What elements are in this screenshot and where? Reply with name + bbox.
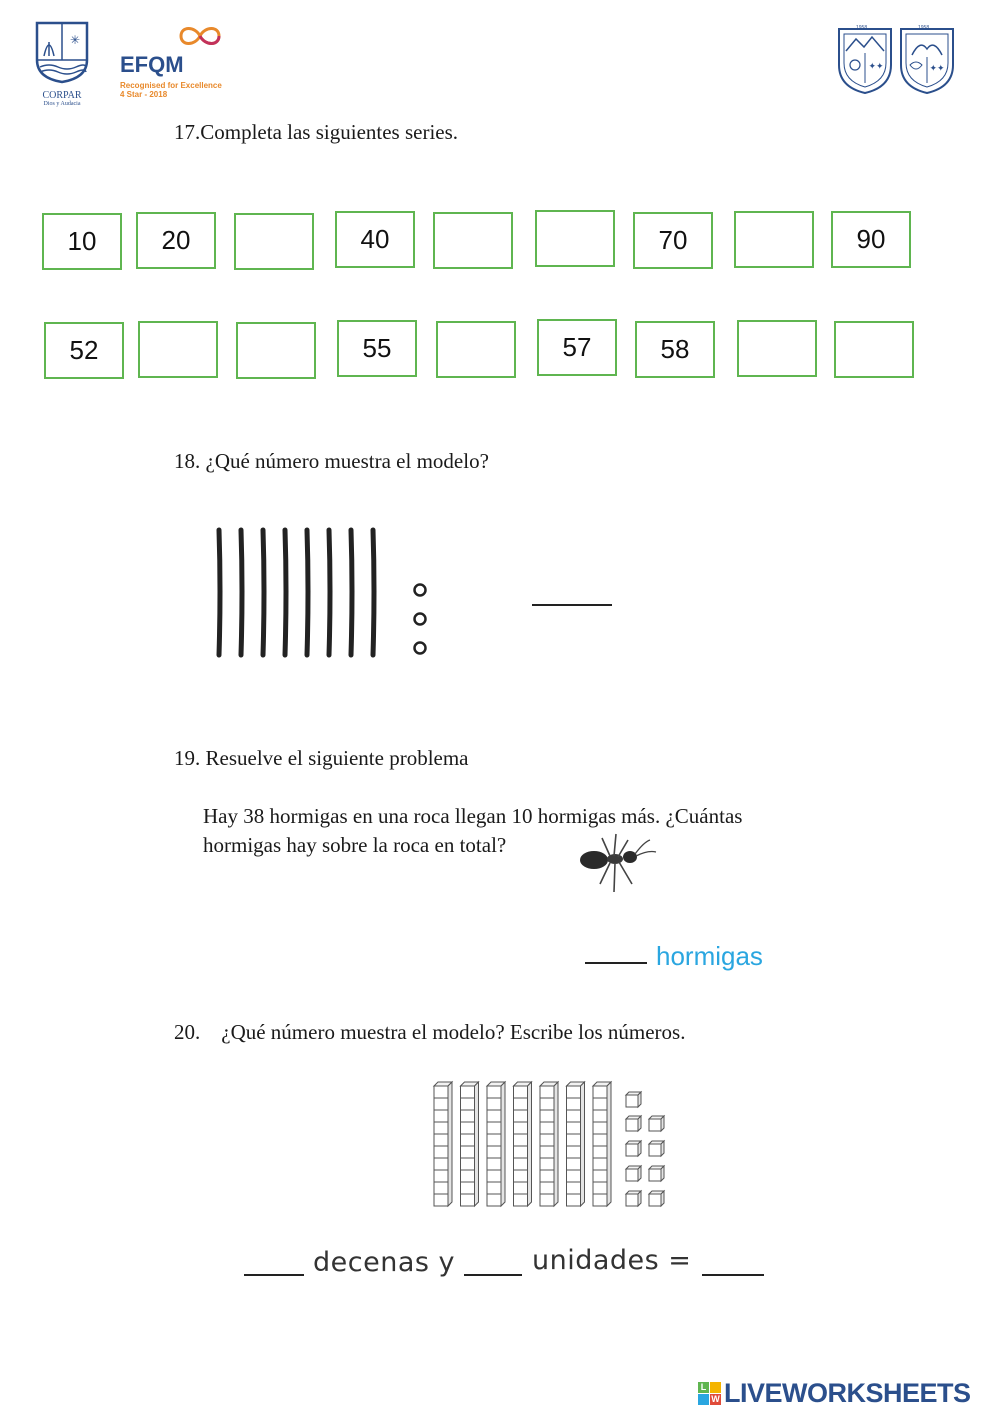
- svg-text:✦✦: ✦✦: [868, 61, 884, 71]
- series-answer-box[interactable]: [433, 212, 513, 269]
- series-number: 90: [856, 224, 886, 254]
- series-number: 20: [161, 225, 191, 255]
- corpar-shield-icon: [34, 20, 90, 84]
- one-cube: [649, 1191, 664, 1206]
- series-answer-input[interactable]: [739, 321, 815, 376]
- one-circle: [415, 614, 426, 625]
- ten-stick: [351, 530, 352, 655]
- ten-stick: [285, 530, 286, 655]
- series-number-box: [633, 212, 713, 269]
- series-number-box: [335, 211, 415, 268]
- series-answer-box[interactable]: [236, 322, 316, 379]
- series-number: 70: [658, 225, 688, 255]
- liveworksheets-logo: [698, 1378, 971, 1409]
- one-cube: [626, 1141, 641, 1156]
- q18-base-ten-model: [205, 520, 445, 665]
- q20-total-blank[interactable]: [702, 1274, 764, 1276]
- series-answer-box[interactable]: [436, 321, 516, 378]
- ten-rod: [434, 1082, 452, 1206]
- series-number-box: [831, 211, 911, 268]
- svg-text:✳: ✳: [69, 33, 81, 47]
- q19-problem-line-2: hormigas hay sobre la roca en total?: [203, 833, 507, 857]
- ten-stick: [263, 530, 264, 655]
- one-cube: [649, 1116, 664, 1131]
- ten-rod: [567, 1082, 585, 1206]
- series-number: 58: [660, 334, 690, 364]
- ten-rod: [461, 1082, 479, 1206]
- series-number-box: [136, 212, 216, 269]
- series-answer-input[interactable]: [438, 322, 514, 377]
- q18-title: 18. ¿Qué número muestra el modelo?: [174, 449, 489, 473]
- corpar-logo: [34, 20, 90, 105]
- crest-year-1: 1958: [856, 25, 868, 31]
- series-answer-box[interactable]: [535, 210, 615, 267]
- q20-decenas-label: decenas y: [313, 1247, 455, 1278]
- efqm-line2: 4 Star - 2018: [120, 90, 168, 99]
- q20-ones-blank[interactable]: [464, 1274, 522, 1276]
- crest-year-2: 1958: [918, 25, 930, 31]
- series-answer-input[interactable]: [435, 213, 511, 268]
- corpar-motto: Dios y Audacia: [43, 101, 81, 107]
- series-answer-box[interactable]: [138, 321, 218, 378]
- series-number: 52: [69, 335, 99, 365]
- series-number: 10: [67, 226, 97, 256]
- ten-stick: [329, 530, 330, 655]
- series-number-box: [537, 319, 617, 376]
- liveworksheets-brand: LIVEWORKSHEETS: [724, 1378, 971, 1408]
- q20-tens-blank[interactable]: [244, 1274, 304, 1276]
- efqm-line1: Recognised for Excellence: [120, 81, 222, 90]
- series-answer-input[interactable]: [238, 323, 314, 378]
- school-crests: [836, 25, 956, 95]
- series-number: 57: [562, 332, 592, 362]
- series-answer-input[interactable]: [836, 322, 912, 377]
- series-answer-box[interactable]: [834, 321, 914, 378]
- series-number-box: [42, 213, 122, 270]
- series-answer-box[interactable]: [234, 213, 314, 270]
- one-cube: [626, 1116, 641, 1131]
- one-cube: [649, 1141, 664, 1156]
- q20-base-ten-cubes: [430, 1078, 675, 1210]
- series-number: 40: [360, 224, 390, 254]
- logo-letter-w: W: [711, 1394, 720, 1404]
- ten-rod: [540, 1082, 558, 1206]
- one-cube: [626, 1191, 641, 1206]
- ten-stick: [241, 530, 242, 655]
- q19-title: 19. Resuelve el siguiente problema: [174, 746, 469, 770]
- efqm-logo: [120, 20, 240, 100]
- q19-answer-blank[interactable]: [585, 962, 647, 964]
- series-number-box: [44, 322, 124, 379]
- ten-stick: [373, 530, 374, 655]
- one-circle: [415, 643, 426, 654]
- corpar-name: CORPAR: [42, 90, 82, 101]
- q19-problem-line-1: Hay 38 hormigas en una roca llegan 10 hormigas más. ¿Cuántas: [203, 804, 743, 828]
- ten-rod: [487, 1082, 505, 1206]
- one-cube: [626, 1166, 641, 1181]
- ten-stick: [219, 530, 220, 655]
- logo-letter-l: L: [698, 1382, 709, 1393]
- crest-icon: [836, 25, 956, 95]
- one-circle: [415, 585, 426, 596]
- efqm-name: EFQM: [120, 52, 184, 77]
- q20-unidades-label: unidades =: [532, 1245, 692, 1276]
- q17-title: 17.Completa las siguientes series.: [174, 120, 459, 144]
- series-number-box: [635, 321, 715, 378]
- svg-text:✦✦: ✦✦: [929, 63, 945, 73]
- series-answer-input[interactable]: [537, 211, 613, 266]
- series-answer-input[interactable]: [140, 322, 216, 377]
- series-answer-box[interactable]: [737, 320, 817, 377]
- liveworksheets-mark-icon: [698, 1382, 721, 1405]
- series-answer-box[interactable]: [734, 211, 814, 268]
- series-answer-input[interactable]: [236, 214, 312, 269]
- q19-answer-unit: hormigas: [656, 941, 763, 971]
- series-answer-input[interactable]: [736, 212, 812, 267]
- one-cube: [649, 1166, 664, 1181]
- series-number-box: [337, 320, 417, 377]
- q20-title: 20. ¿Qué número muestra el modelo? Escribe los números.: [174, 1020, 686, 1044]
- one-cube: [626, 1092, 641, 1107]
- q18-answer-blank[interactable]: [532, 604, 612, 606]
- efqm-infinity-icon: [175, 20, 225, 52]
- ant-icon: [572, 826, 658, 898]
- series-number: 55: [362, 333, 392, 363]
- ten-rod: [593, 1082, 611, 1206]
- ten-rod: [514, 1082, 532, 1206]
- ten-stick: [307, 530, 308, 655]
